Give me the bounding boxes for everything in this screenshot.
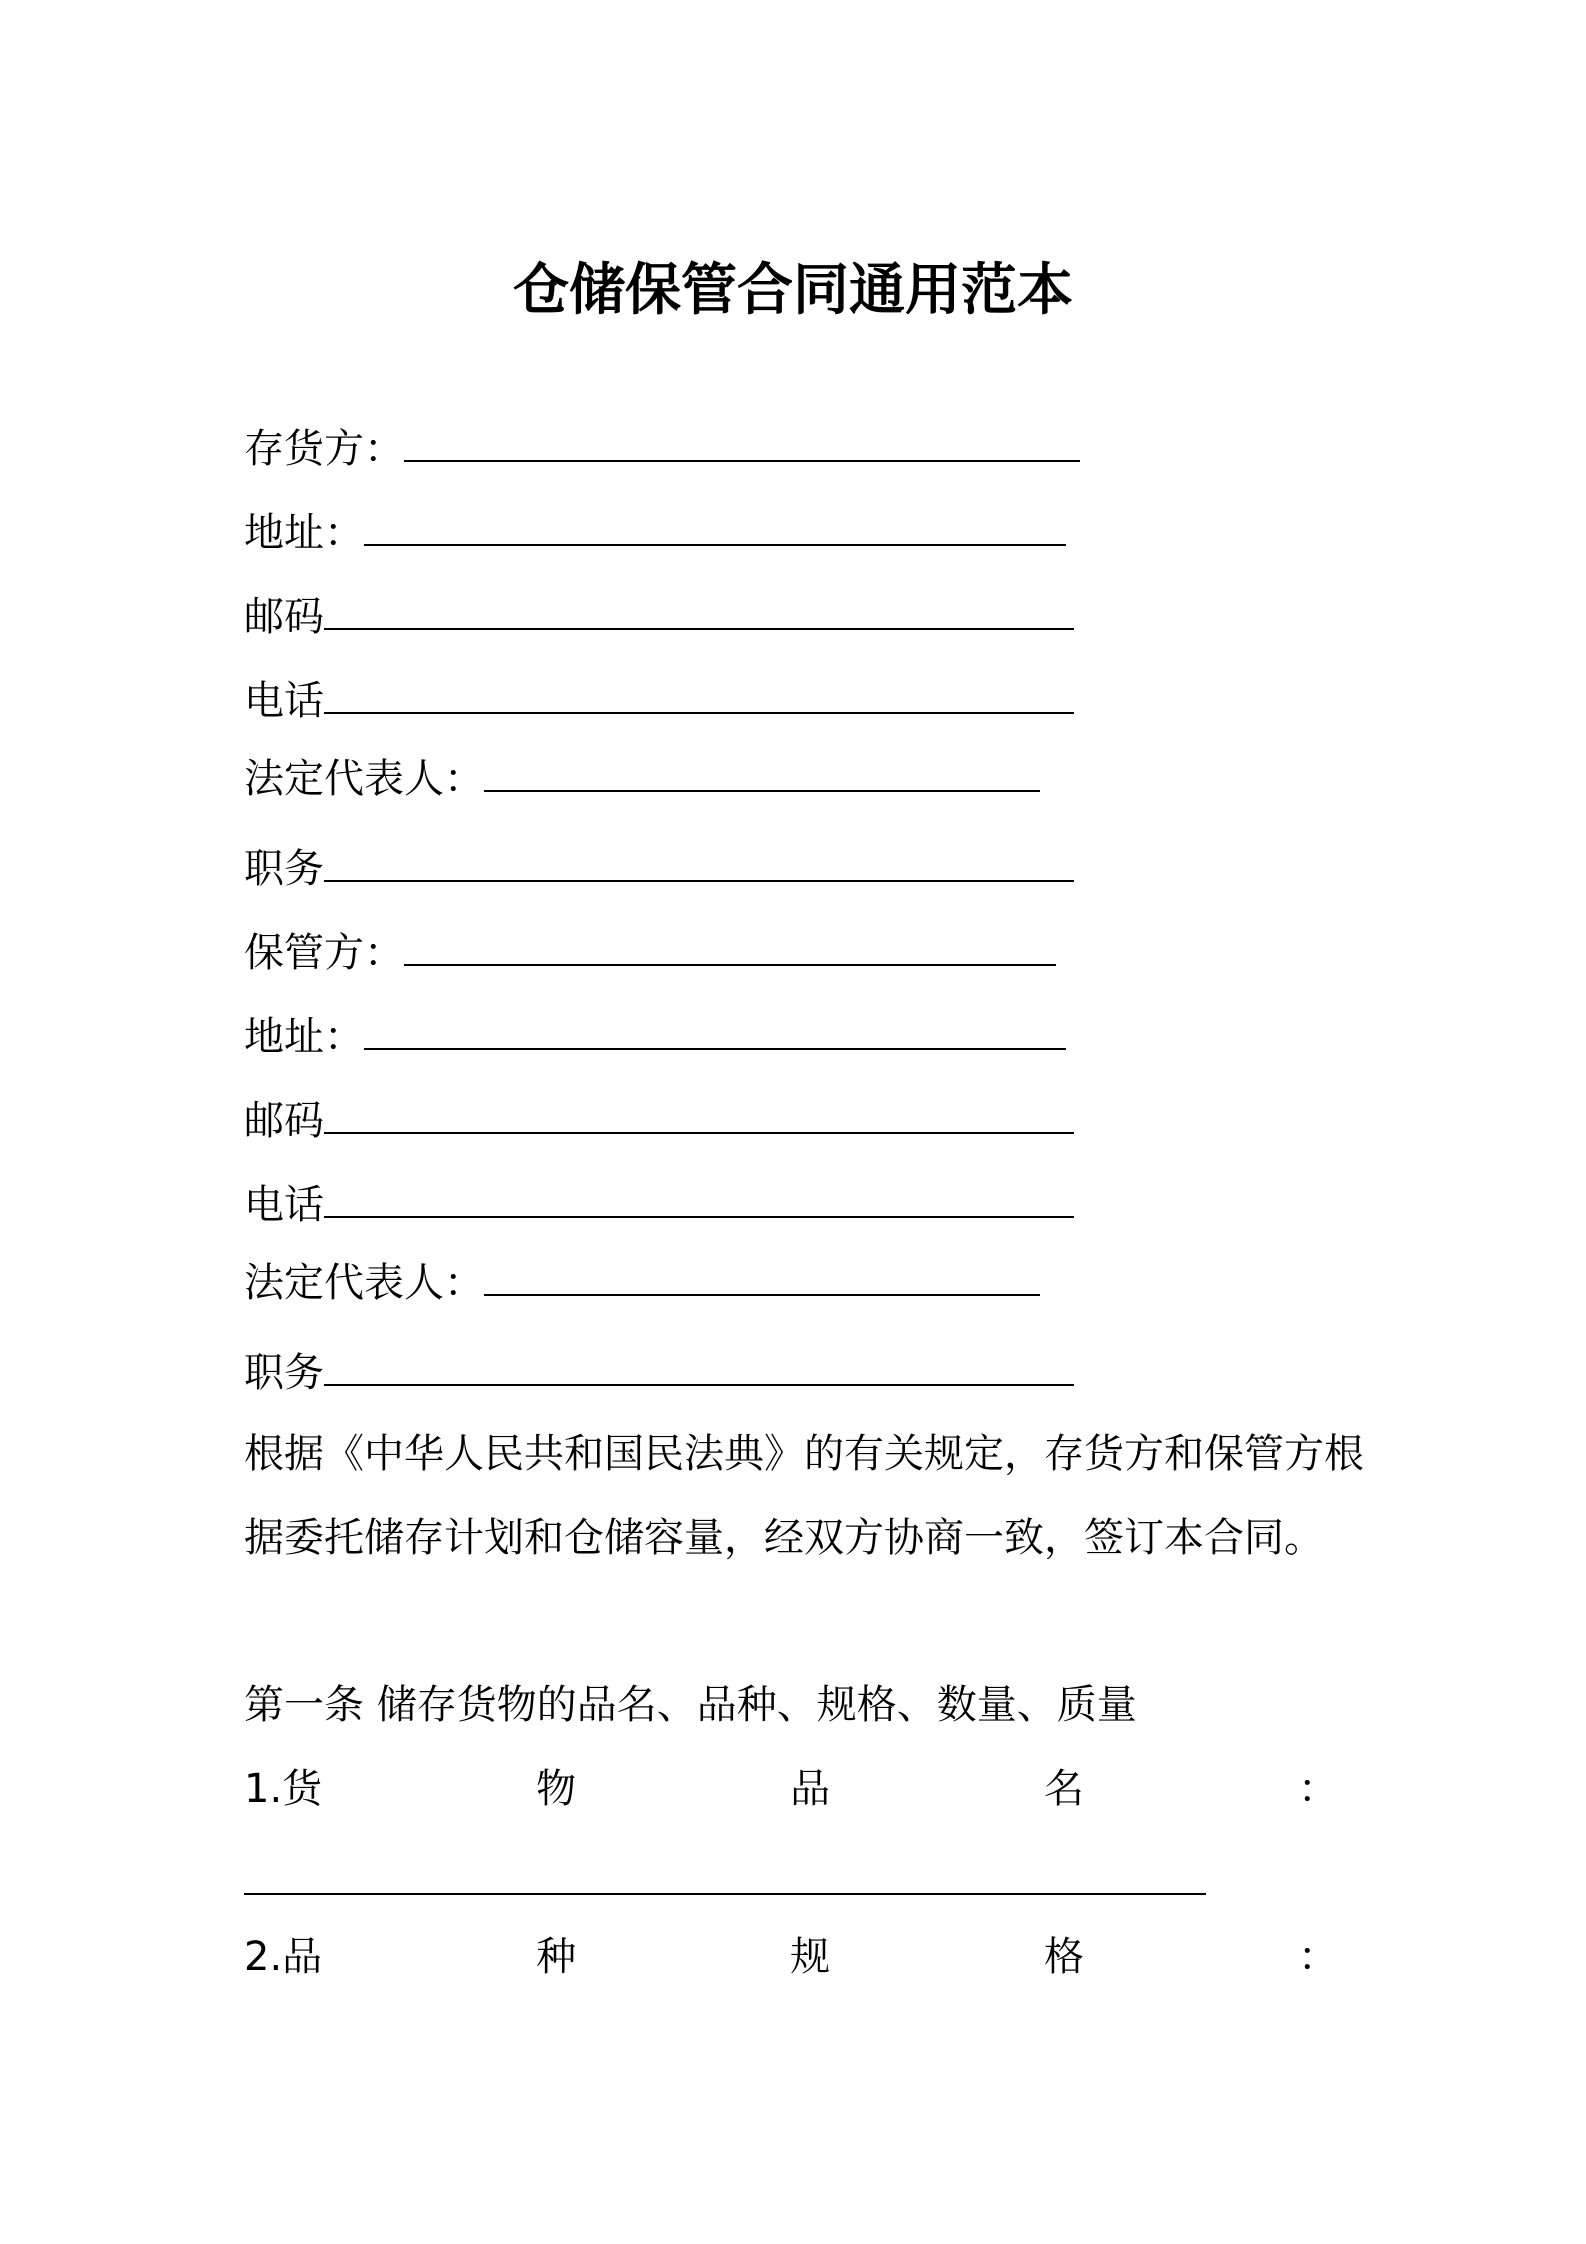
- custodian-position-line: [244, 1348, 1074, 1398]
- custodian-party-line: [244, 928, 1056, 978]
- item-2-part: 种: [536, 1934, 577, 1980]
- item-2-part: ：: [1297, 1934, 1338, 1980]
- custodian-postcode-label: 邮码: [244, 1098, 324, 1144]
- item-1-part: ：: [1297, 1766, 1338, 1812]
- depositor-address-blank[interactable]: [364, 510, 1066, 546]
- custodian-position-blank[interactable]: [324, 1350, 1074, 1386]
- custodian-phone-blank[interactable]: [324, 1182, 1074, 1218]
- custodian-legal-rep-label: 法定代表人：: [244, 1260, 484, 1306]
- depositor-postcode-line: [244, 592, 1074, 642]
- depositor-position-label: 职务: [244, 846, 324, 892]
- custodian-address-blank[interactable]: [364, 1014, 1066, 1050]
- depositor-postcode-blank[interactable]: [324, 594, 1074, 630]
- depositor-legal-rep-blank[interactable]: [484, 756, 1040, 792]
- depositor-legal-rep-label: 法定代表人：: [244, 756, 484, 802]
- depositor-address-line: [244, 508, 1066, 558]
- custodian-address-line: [244, 1012, 1066, 1062]
- depositor-position-blank[interactable]: [324, 846, 1074, 882]
- depositor-party-label: 存货方：: [244, 426, 404, 472]
- item-2-part: 格: [1044, 1934, 1085, 1980]
- item-1-part: 1.货: [244, 1766, 323, 1812]
- custodian-position-label: 职务: [244, 1350, 324, 1396]
- article-1-heading: 第一条 储存货物的品名、品种、规格、数量、质量: [244, 1682, 1137, 1728]
- depositor-phone-blank[interactable]: [324, 678, 1074, 714]
- intro-paragraph: 根据《中华人民共和国民法典》的有关规定，存货方和保管方根据委托储存计划和仓储容量，经双方协商一致，签订本合同。: [244, 1431, 1364, 1561]
- custodian-party-blank[interactable]: [404, 930, 1056, 966]
- article-1-item-2: [244, 1932, 1338, 1982]
- depositor-phone-line: [244, 676, 1074, 726]
- custodian-postcode-line: [244, 1096, 1074, 1146]
- depositor-address-label: 地址：: [244, 510, 364, 556]
- item-1-answer-blank[interactable]: [244, 1893, 1206, 1895]
- custodian-phone-label: 电话: [244, 1182, 324, 1228]
- custodian-address-label: 地址：: [244, 1014, 364, 1060]
- item-2-part: 2.品: [244, 1934, 323, 1980]
- depositor-postcode-label: 邮码: [244, 594, 324, 640]
- depositor-phone-label: 电话: [244, 678, 324, 724]
- item-1-part: 名: [1044, 1766, 1085, 1812]
- depositor-legal-rep-line: [244, 754, 1040, 804]
- article-1-item-1: [244, 1764, 1338, 1814]
- custodian-legal-rep-line: [244, 1258, 1040, 1308]
- custodian-party-label: 保管方：: [244, 930, 404, 976]
- item-2-part: 规: [790, 1934, 831, 1980]
- custodian-postcode-blank[interactable]: [324, 1098, 1074, 1134]
- item-1-part: 物: [536, 1766, 577, 1812]
- depositor-party-line: [244, 424, 1080, 474]
- custodian-legal-rep-blank[interactable]: [484, 1260, 1040, 1296]
- custodian-phone-line: [244, 1180, 1074, 1230]
- item-1-part: 品: [790, 1766, 831, 1812]
- document-title: 仓储保管合同通用范本: [513, 258, 1073, 323]
- depositor-party-blank[interactable]: [404, 426, 1080, 462]
- depositor-position-line: [244, 844, 1074, 894]
